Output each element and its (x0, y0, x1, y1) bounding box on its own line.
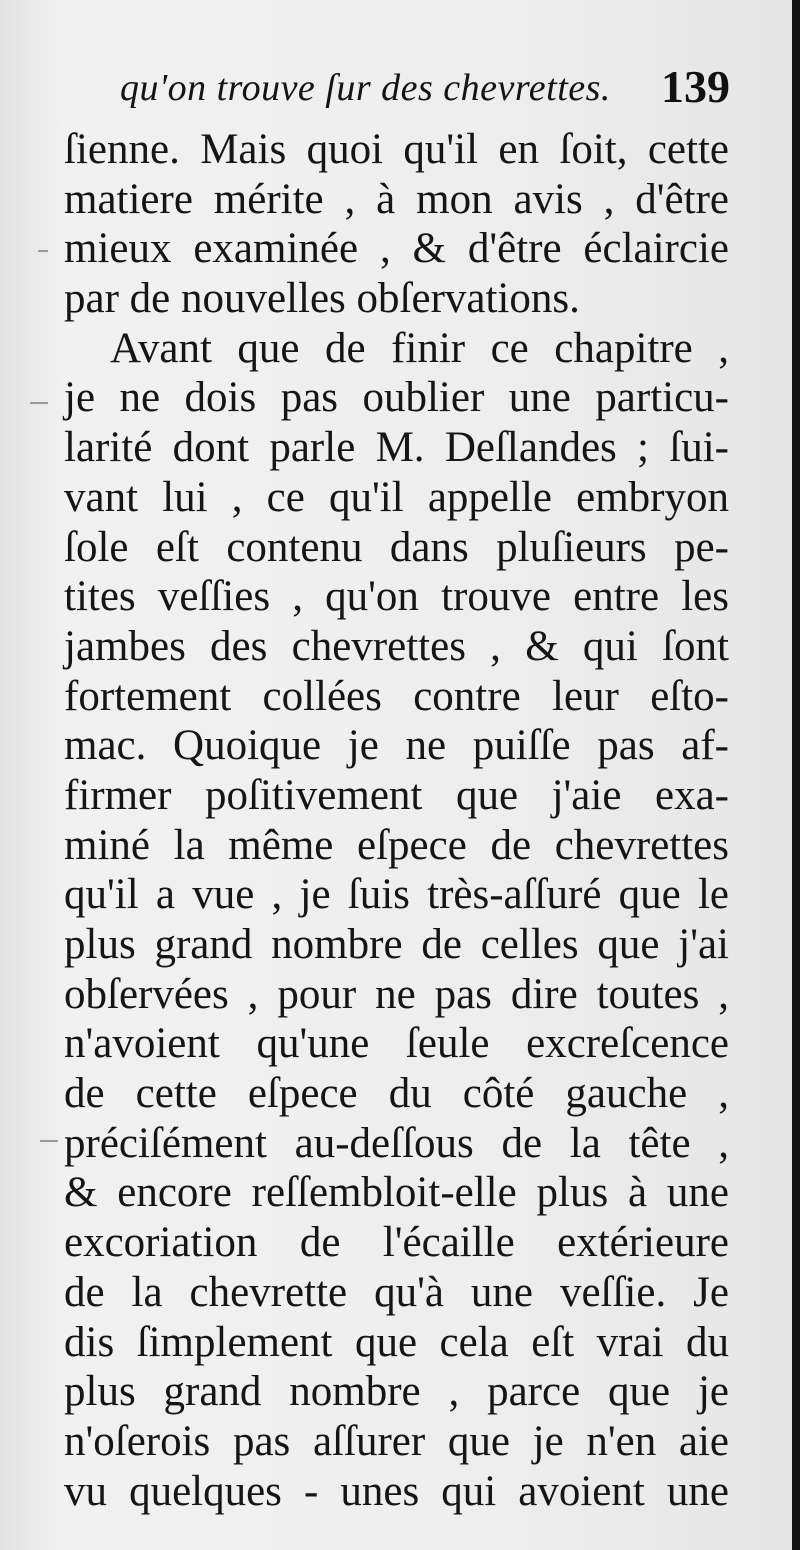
text-line: matiere mérite , à mon avis , d'être (64, 175, 729, 223)
text-line: dis ſimplement que cela eſt vrai du (64, 1318, 729, 1366)
text-line: n'oſerois pas aſſurer que je n'en aie (64, 1417, 729, 1465)
margin-mark (30, 402, 48, 404)
margin-mark (40, 1140, 58, 1142)
page-number: 139 (661, 61, 730, 112)
text-line: jambes des chevrettes , & qui ſont (64, 622, 729, 670)
running-title: qu'on trouve ſur des chevrettes. (120, 67, 611, 109)
text-line: plus grand nombre , parce que je (64, 1368, 729, 1416)
text-line: tites veſſies , qu'on trouve entre les (64, 573, 729, 621)
text-line: préciſément au-deſſous de la tête , (64, 1119, 729, 1167)
text-line: de cette eſpece du côté gauche , (64, 1070, 729, 1118)
text-line: qu'il a vue , je ſuis très-aſſuré que le (64, 871, 729, 919)
text-line: mieux examinée , & d'être éclaircie (64, 225, 729, 273)
page-header (110, 58, 730, 118)
text-line: je ne dois pas oublier une particu- (64, 374, 729, 422)
margin-mark (38, 250, 48, 252)
text-line: fortement collées contre leur eſto- (64, 672, 729, 720)
text-line: firmer poſitivement que j'aie exa- (64, 771, 729, 819)
text-line: de la chevrette qu'à une veſſie. Je (64, 1268, 729, 1316)
text-line: excoriation de l'écaille extérieure (64, 1219, 729, 1267)
text-line: plus grand nombre de celles que j'ai (64, 921, 729, 968)
text-line: n'avoient qu'une ſeule excreſcence (64, 1020, 729, 1068)
text-line: par de nouvelles obſervations. (64, 275, 580, 323)
text-line: ſole eſt contenu dans pluſieurs pe- (64, 523, 729, 571)
body-text (64, 125, 729, 1516)
text-line: miné la même eſpece de chevrettes (64, 821, 729, 869)
page-edge-shadow (792, 0, 800, 1550)
text-line: & encore reſſembloit-elle plus à une (64, 1169, 729, 1217)
text-line: mac. Quoique je ne puiſſe pas af- (64, 722, 729, 770)
text-line: obſervées , pour ne pas dire toutes , (64, 970, 729, 1018)
text-line: vant lui , ce qu'il appelle embryon (64, 473, 729, 521)
text-line: Avant que de finir ce chapitre , (110, 324, 729, 372)
text-line: larité dont parle M. Deſlandes ; ſui- (64, 424, 729, 472)
text-line: ſienne. Mais quoi qu'il en ſoit, cette (64, 126, 729, 173)
text-line: vu quelques - unes qui avoient une (64, 1467, 729, 1515)
